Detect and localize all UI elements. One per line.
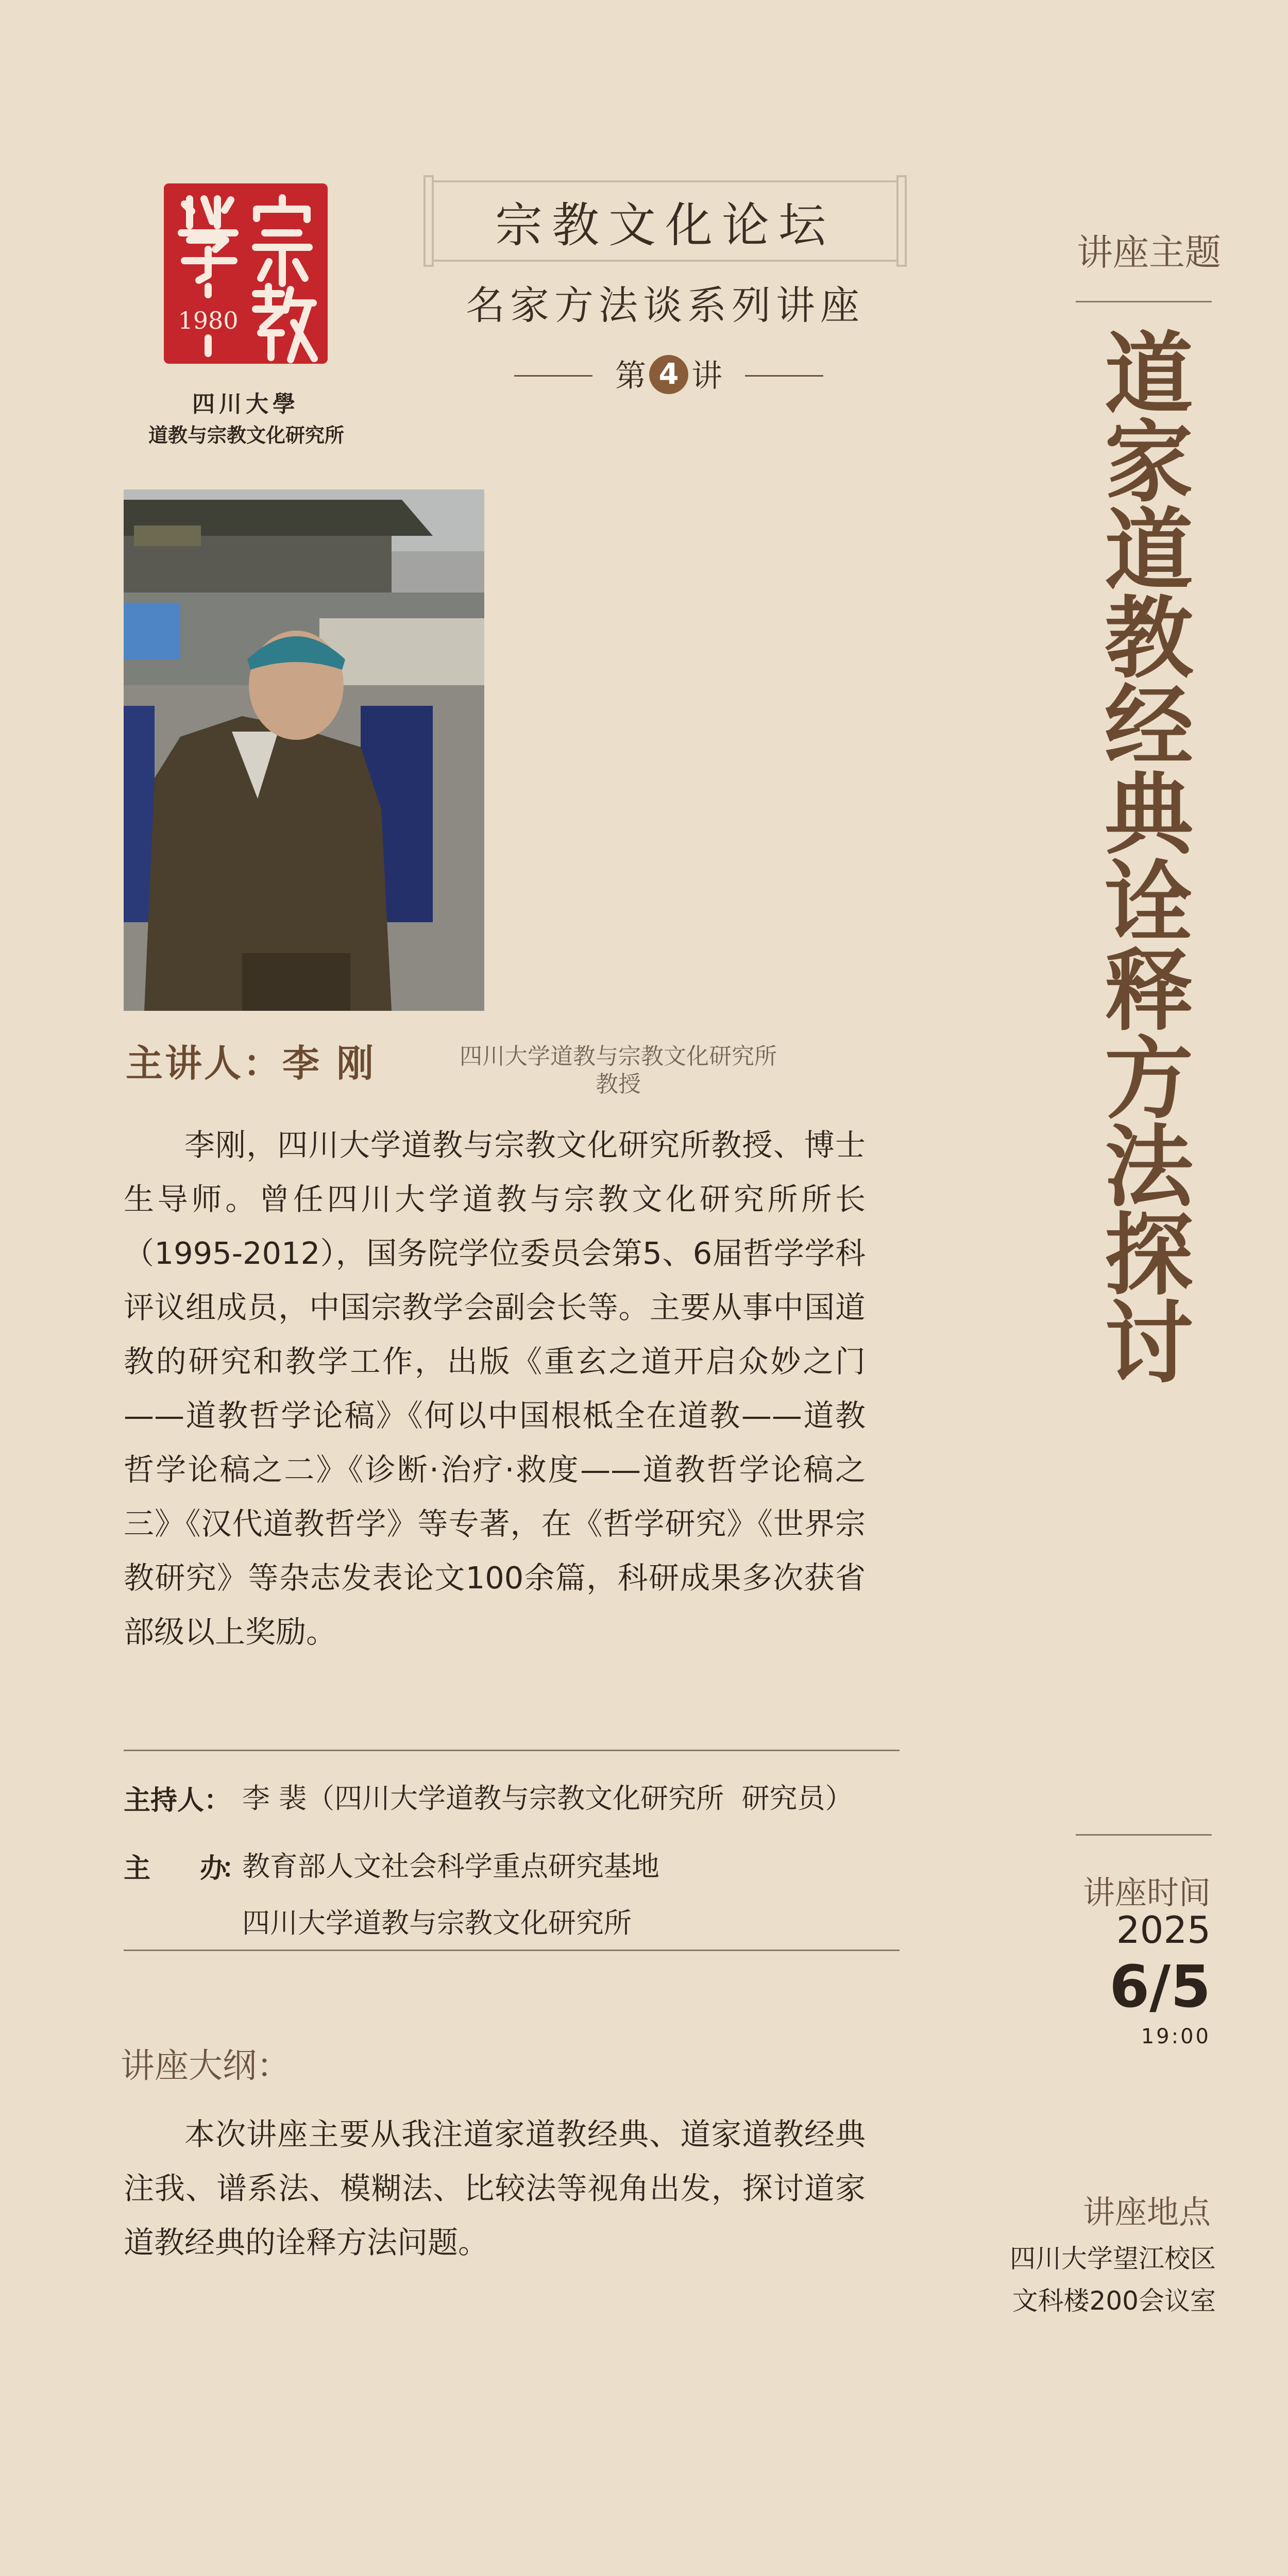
lecture-number	[592, 351, 745, 397]
venue-room: 文科楼200会议室	[1012, 2286, 1216, 2316]
time-divider	[1076, 1834, 1212, 1836]
forum-title: 宗教文化论坛	[495, 198, 835, 253]
info-divider-top	[124, 1750, 900, 1751]
speaker-photo-graphic	[124, 489, 484, 1011]
speaker-position: 教授	[596, 1071, 641, 1097]
lecture-number-suffix: 讲	[691, 358, 722, 394]
organizer-line-1: 教育部人文社会科学重点研究基地	[242, 1850, 659, 1883]
lecture-number-rule-right	[745, 375, 823, 377]
lecture-number-badge: 4	[649, 355, 688, 394]
venue-campus: 四川大学望江校区	[1010, 2244, 1216, 2274]
time-label: 讲座时间	[1082, 1874, 1211, 1911]
lecture-number-rule-left	[514, 375, 592, 377]
speaker-affiliation: 四川大学道教与宗教文化研究所	[460, 1043, 777, 1070]
logo-university-name: 四川大學	[192, 391, 299, 417]
info-divider-bottom	[124, 1950, 900, 1951]
seal-logo	[164, 183, 328, 364]
logo-institute-name: 道教与宗教文化研究所	[148, 423, 344, 447]
outline-text: 本次讲座主要从我注道家道教经典、道家道教经典注我、谱系法、模糊法、比较法等视角出发，探讨道家道教经典的诠释方法问题。	[124, 2116, 866, 2260]
speaker-photo	[124, 489, 484, 1011]
time-date: 6/5	[1109, 1954, 1211, 2021]
speaker-name: 主讲人：李 刚	[126, 1042, 376, 1085]
seal-logo-graphic	[164, 183, 328, 364]
topic-divider	[1076, 301, 1212, 302]
speaker-bio: 李刚，四川大学道教与宗教文化研究所教授、博士生导师。曾任四川大学道教与宗教文化研究所所长（1995-2012），国务院学位委员会第5、6届哲学学科评议组成员，中国宗教学会副会长等。主要从事中国道教的研究和教学工作，出版《重玄之道开启众妙之门——道教哲学论稿》《何以中国根柢全在道教——道教哲学论稿之二》《诊断·治疗·救度——道教哲学论稿之三》《汉代道教哲学》等专著，在《哲学研究》《世界宗教研究》等杂志发表论文100余篇，科研成果多次获省部级以上奖励。	[124, 1127, 866, 1650]
host-value: 李 裴（四川大学道教与宗教文化研究所 研究员）	[242, 1782, 853, 1815]
topic-label: 讲座主题	[1077, 231, 1221, 274]
svg-text:1980: 1980	[178, 307, 239, 334]
lecture-number-prefix: 第	[615, 358, 646, 394]
time-year: 2025	[1116, 1908, 1211, 1952]
venue-label: 讲座地点	[1082, 2193, 1211, 2231]
outline-label: 讲座大纲：	[121, 2046, 291, 2086]
time-clock: 19:00	[1141, 2025, 1211, 2048]
organizer-line-2: 四川大学道教与宗教文化研究所	[242, 1907, 632, 1939]
organizer-colon: ：	[222, 1853, 249, 1884]
topic-title: 道家道教经典诠释方法探讨	[1105, 321, 1193, 1395]
organizer-label: 主 办	[124, 1853, 227, 1884]
host-label: 主持人：	[124, 1785, 231, 1816]
series-title: 名家方法谈系列讲座	[466, 282, 865, 328]
